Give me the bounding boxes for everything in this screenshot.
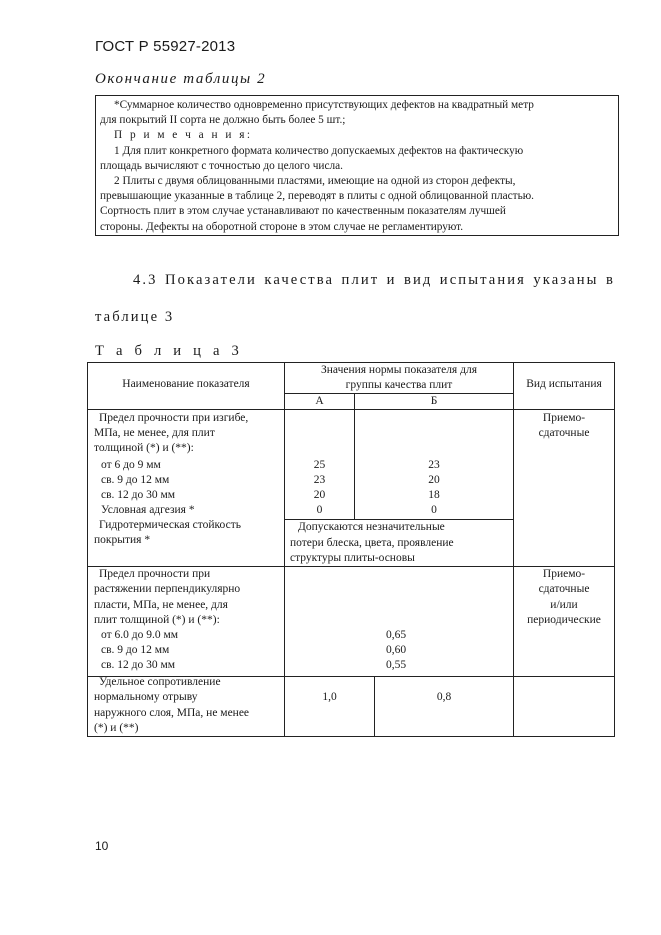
header-values: Значения нормы показателя для <box>321 364 477 376</box>
footnote-text: *Суммарное количество одновременно присутствующих дефектов на квадратный метр <box>114 99 534 111</box>
hydro-value-cont: потери блеска, цвета, проявление <box>290 537 454 549</box>
bending-row-a: 23 <box>313 474 326 486</box>
hydro-value-cont: структуры плиты-основы <box>290 552 415 564</box>
note-2-cont: Сортность плит в этом случае устанавливают по качественным показателям лучшей <box>100 205 506 218</box>
bending-label: Предел прочности при изгибе, <box>99 412 249 424</box>
bending-label-cont: МПа, не менее, для плит <box>94 427 215 439</box>
tension-label-cont: плит толщиной (*) и (**): <box>94 614 220 626</box>
tension-row-value: 0,55 <box>386 659 407 671</box>
footnote-text-cont: для покрытий II сорта не должно быть более 5 шт.; <box>100 114 346 127</box>
tension-row-value: 0,65 <box>386 629 407 641</box>
table-continuation-caption: Окончание таблицы 2 <box>95 71 267 87</box>
section-paragraph-cont: таблице 3 <box>95 309 175 325</box>
bending-row-a: 20 <box>313 489 326 501</box>
tension-label-cont: растяжении перпендикулярно <box>94 583 241 595</box>
bending-test-type: Приемо- <box>542 412 586 424</box>
group-separator <box>374 676 375 736</box>
bending-row-label: св. 12 до 30 мм <box>101 489 176 501</box>
section-paragraph: 4.3 Показатели качества плит и вид испытания указаны в <box>133 272 615 288</box>
bending-row-b: 23 <box>428 459 440 471</box>
resistance-b: 0,8 <box>436 691 452 703</box>
resistance-label: Удельное сопротивление <box>99 676 221 688</box>
note-2: 2 Плиты с двумя облицованными пластями, имеющие на одной из сторон дефекты, <box>114 175 516 188</box>
header-group-b: Б <box>430 395 438 407</box>
page-number: 10 <box>95 839 109 853</box>
tension-test-type-cont: периодические <box>527 614 601 626</box>
adhesion-b: 0 <box>431 504 437 516</box>
tension-row-label: св. 12 до 30 мм <box>101 659 176 671</box>
bending-test-type-cont: сдаточные <box>538 427 590 439</box>
resistance-label-cont: наружного слоя, МПа, не менее <box>94 707 250 719</box>
tension-test-type-cont: сдаточные <box>538 583 590 595</box>
bending-row-b: 18 <box>428 489 440 501</box>
table-border-bottom <box>87 736 615 737</box>
tension-row-label: от 6.0 до 9.0 мм <box>101 629 179 641</box>
tension-row-value: 0,60 <box>386 644 407 656</box>
tension-label-cont: пласти, МПа, не менее, для <box>94 599 228 611</box>
resistance-label-cont: (*) и (**) <box>94 722 139 734</box>
notes-title: П р и м е ч а н и я: <box>114 129 253 142</box>
note-2-cont: превышающие указанные в таблице 2, переводят в плиты с одной облицованной пластью. <box>100 190 535 203</box>
table-caption: Т а б л и ц а 3 <box>95 343 244 359</box>
tension-test-type-cont: и/или <box>550 599 578 611</box>
hydro-value: Допускаются незначительные <box>298 521 445 533</box>
note-1: 1 Для плит конкретного формата количество допускаемых дефектов на фактическую <box>114 144 524 157</box>
tension-label: Предел прочности при <box>99 568 211 580</box>
header-group-a: А <box>315 395 324 407</box>
bending-row-label: от 6 до 9 мм <box>101 459 161 471</box>
bending-row-label: св. 9 до 12 мм <box>101 474 170 486</box>
bending-row-b: 20 <box>428 474 440 486</box>
adhesion-label: Условная адгезия * <box>101 504 195 516</box>
notes-box <box>95 95 619 236</box>
header-test: Вид испытания <box>526 378 602 390</box>
header-name: Наименование показателя <box>122 378 250 390</box>
resistance-a: 1,0 <box>322 691 337 703</box>
header-values-cont: группы качества плит <box>345 379 453 391</box>
hydro-label-cont: покрытия * <box>94 534 151 546</box>
document-code: ГОСТ Р 55927-2013 <box>95 38 236 55</box>
table-border-right <box>614 362 615 737</box>
table-border-left <box>87 362 88 737</box>
hydro-label: Гидротермическая стойкость <box>99 519 241 531</box>
tension-test-type: Приемо- <box>542 568 586 580</box>
note-2-cont: стороны. Дефекты на оборотной стороне в этом случае не регламентируют. <box>100 220 464 233</box>
bending-row-a: 25 <box>313 459 326 471</box>
tension-row-label: св. 9 до 12 мм <box>101 644 170 656</box>
note-1-cont: площадь вычисляют с точностью до целого числа. <box>100 159 343 172</box>
resistance-label-cont: нормальному отрыву <box>94 691 198 703</box>
adhesion-a: 0 <box>316 504 323 516</box>
bending-label-cont: толщиной (*) и (**): <box>94 442 194 454</box>
column-separator <box>284 362 285 737</box>
